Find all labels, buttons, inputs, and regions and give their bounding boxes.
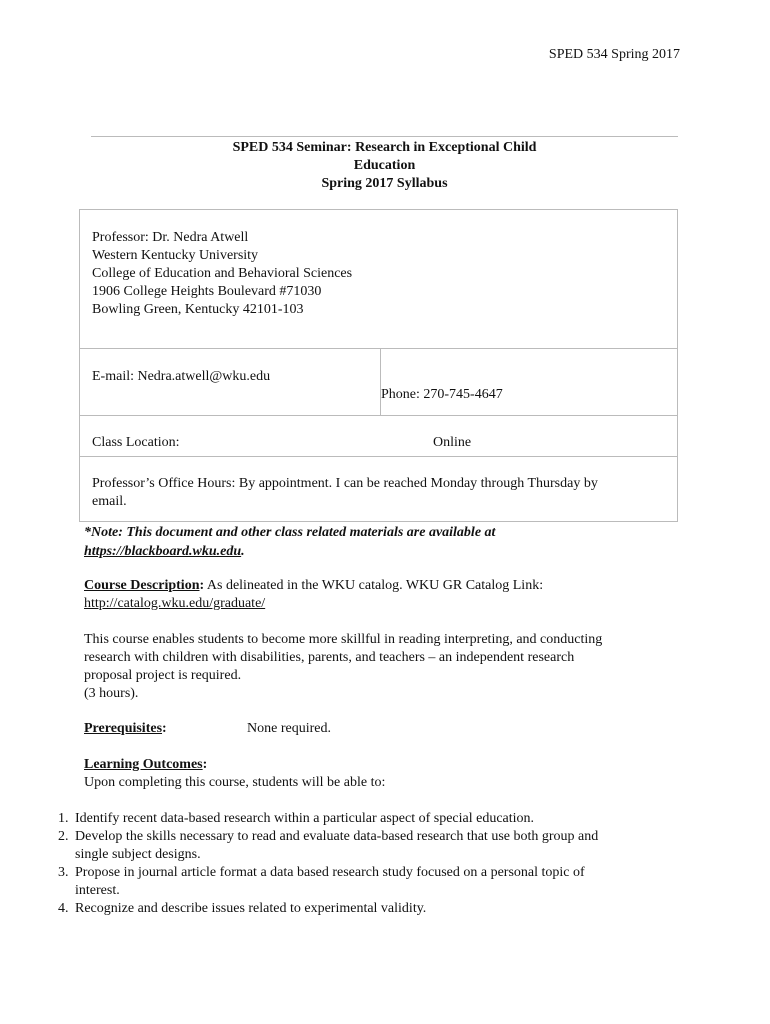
- college: College of Education and Behavioral Sciences: [92, 266, 353, 281]
- course-body-line-1: This course enables students to become more skillful in reading interpreting, and conducting: [84, 632, 603, 647]
- professor-name: Professor: Dr. Nedra Atwell: [92, 230, 249, 245]
- availability-note: [84, 523, 495, 561]
- title-line-3: Spring 2017 Syllabus: [321, 176, 448, 191]
- table-divider: [80, 456, 677, 457]
- phone-text: Phone: 270-745-4647: [381, 387, 503, 402]
- item-text-continued: interest.: [75, 883, 120, 898]
- item-text-continued: single subject designs.: [75, 847, 201, 862]
- course-body-line-4: (3 hours).: [84, 686, 139, 701]
- course-body: [84, 631, 602, 703]
- table-divider: [380, 348, 381, 415]
- learning-outcomes-heading: Learning Outcomes: [84, 757, 203, 772]
- table-divider: [80, 415, 677, 416]
- prerequisites: [84, 720, 167, 738]
- course-body-line-3: proposal project is required.: [84, 668, 242, 683]
- note-text: *Note: This document and other class related materials are available at: [84, 525, 496, 540]
- item-text: Recognize and describe issues related to experimental validity.: [75, 901, 427, 916]
- note-trailing: .: [241, 544, 245, 559]
- item-number: 4.: [58, 901, 69, 916]
- class-location-value: Online: [433, 435, 472, 450]
- page-header: SPED 534 Spring 2017: [548, 47, 680, 62]
- list-item: [0, 864, 700, 900]
- table-divider: [80, 348, 677, 349]
- item-text: Propose in journal article format a data based research study focused on a personal topic of: [75, 865, 585, 880]
- prerequisites-value: None required.: [247, 721, 331, 736]
- office-hours: [92, 475, 598, 511]
- title-line-2: Education: [353, 158, 416, 173]
- professor-details: [92, 229, 352, 319]
- city-address: Bowling Green, Kentucky 42101-103: [92, 302, 304, 317]
- item-number: 3.: [58, 865, 69, 880]
- course-description-heading: Course Description: [84, 578, 200, 593]
- list-item: [0, 900, 700, 918]
- university: Western Kentucky University: [92, 248, 259, 263]
- learning-outcomes-intro: Upon completing this course, students will be able to:: [84, 775, 386, 790]
- title-line-1: SPED 534 Seminar: Research in Exceptional Child: [232, 140, 537, 155]
- syllabus-title: [91, 136, 678, 193]
- professor-info-table: [79, 209, 678, 522]
- prerequisites-heading: Prerequisites: [84, 721, 163, 736]
- email-text: E-mail: Nedra.atwell@wku.edu: [92, 369, 271, 384]
- blackboard-link[interactable]: https://blackboard.wku.edu: [84, 544, 242, 559]
- heading-colon: :: [202, 757, 208, 772]
- heading-colon: :: [162, 721, 167, 736]
- outcomes-list: [0, 810, 700, 918]
- item-text: Develop the skills necessary to read and evaluate data-based research that use both group and: [75, 829, 599, 844]
- learning-outcomes: [84, 756, 385, 792]
- street-address: 1906 College Heights Boulevard #71030: [92, 284, 322, 299]
- course-description-text: As delineated in the WKU catalog. WKU GR Catalog Link:: [204, 578, 544, 593]
- course-body-line-2: research with children with disabilities, parents, and teachers – an independent research: [84, 650, 575, 665]
- list-item: [0, 810, 700, 828]
- list-item: [0, 828, 700, 864]
- catalog-link[interactable]: http://catalog.wku.edu/graduate/: [84, 596, 266, 611]
- office-hours-line-1: Professor’s Office Hours: By appointment. I can be reached Monday through Thursday by: [92, 476, 598, 491]
- item-number: 2.: [58, 829, 69, 844]
- heading-colon: :: [199, 578, 205, 593]
- office-hours-line-2: email.: [92, 494, 127, 509]
- item-text: Identify recent data-based research within a particular aspect of special education.: [75, 811, 535, 826]
- item-number: 1.: [58, 811, 69, 826]
- class-location-label: Class Location:: [92, 435, 180, 450]
- course-description: [84, 577, 543, 613]
